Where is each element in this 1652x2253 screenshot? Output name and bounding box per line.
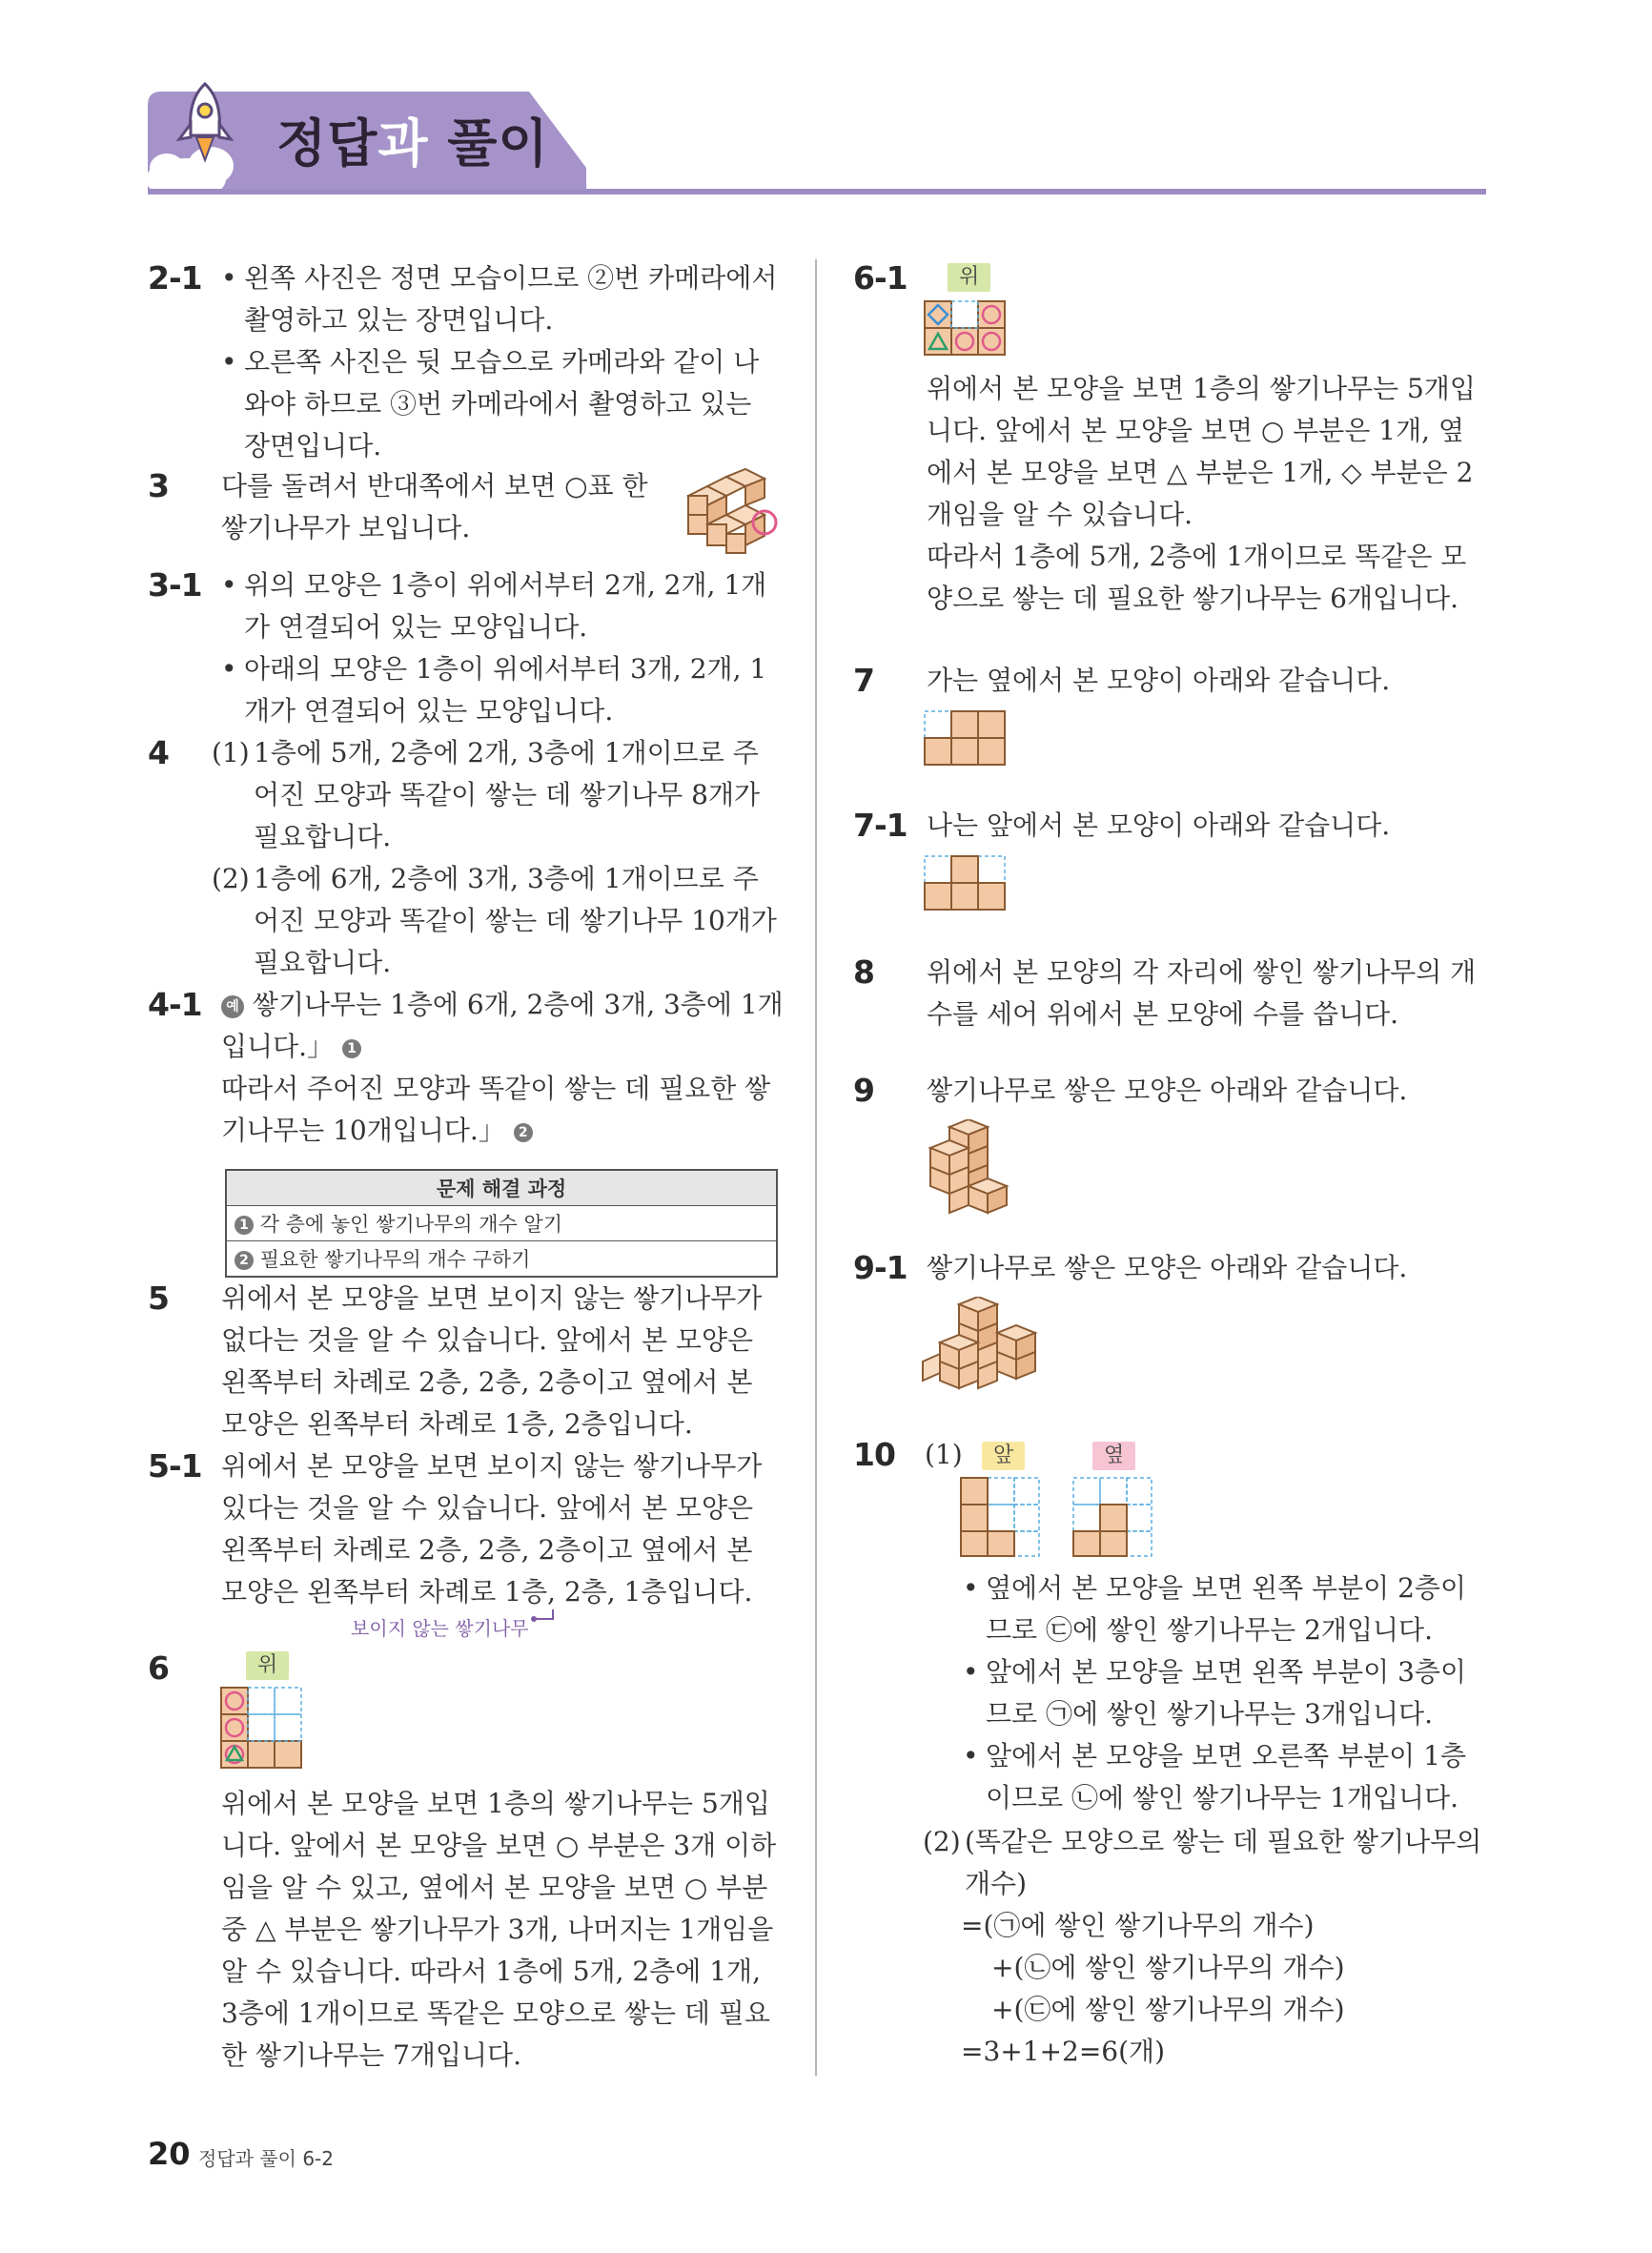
sub-number: (2) — [923, 1826, 961, 1857]
calc-line: (똑같은 모양으로 쌓는 데 필요한 쌓기나무의 개수) — [965, 1826, 1482, 1899]
problem-6-answer: 위에서 본 모양을 보면 1층의 쌓기나무는 5개입니다. 앞에서 본 모양을 보면 ○ 부분은 3개 이하임을 알 수 있고, 옆에서 본 모양을 보면 ○ 부분 중 △ 부분은 쌓기나무가 3개, 나머지는 1개임을 알 수 있습니다. 따라서 1층에 5개, 2층에 1개, 3층에 1개이므로 똑같은 모양으로 쌓는 데 필요한 쌓기나무는 7개입니다. — [221, 1788, 777, 2071]
process-title: 문제 해결 과정 — [226, 1170, 777, 1206]
callout-arrow — [530, 1608, 559, 1630]
problem-number: 9-1 — [853, 1249, 908, 1286]
side-view-grid — [1071, 1476, 1153, 1558]
problem-number: 4 — [148, 734, 169, 771]
problem-4-answer — [212, 732, 784, 984]
problem-3-1-answer: • 위의 모양은 1층이 위에서부터 2개, 2개, 1개가 연결되어 있는 모양입니다. • 아래의 모양은 1층이 위에서부터 3개, 2개, 1개가 연결되어 있는 모양입니다. — [221, 564, 784, 732]
view-tag-side: 옆 — [1092, 1442, 1135, 1470]
block-stack-figure — [679, 467, 789, 559]
calc-line: =3+1+2=6(개) — [961, 2036, 1165, 2067]
hidden-block-callout: 보이지 않는 쌓기나무 — [351, 1617, 529, 1640]
problem-8-answer: 위에서 본 모양의 각 자리에 쌓인 쌓기나무의 개수를 세어 위에서 본 모양에 수를 씁니다. — [927, 956, 1477, 1030]
view-tag-top: 위 — [246, 1651, 289, 1680]
process-step-text: 필요한 쌓기나무의 개수 구하기 — [259, 1248, 531, 1271]
header-rule — [148, 189, 1486, 195]
step-marker: 1 — [342, 1039, 361, 1058]
footer-label: 정답과 풀이 6-2 — [198, 2147, 334, 2170]
problem-9-answer: 쌓기나무로 쌓은 모양은 아래와 같습니다. — [927, 1075, 1408, 1106]
problem-number: 8 — [853, 953, 874, 991]
title-accent: 과 — [377, 113, 429, 174]
answer-line: 쌓기나무는 1층에 6개, 2층에 3개, 3층에 1개입니다.」 — [221, 989, 784, 1062]
problem-number: 2-1 — [148, 259, 202, 297]
step-marker: 2 — [235, 1251, 254, 1270]
step-marker: 1 — [235, 1216, 254, 1235]
title-main: 정답 — [276, 113, 378, 174]
problem-number: 3-1 — [148, 566, 202, 604]
problem-7-1-answer: 나는 앞에서 본 모양이 아래와 같습니다. — [927, 809, 1391, 841]
answer-bullet: 아래의 모양은 1층이 위에서부터 3개, 2개, 1개가 연결되어 있는 모양입니다. — [244, 653, 767, 727]
page-title — [276, 103, 549, 176]
answer-bullet: 위의 모양은 1층이 위에서부터 2개, 2개, 1개가 연결되어 있는 모양입니다. — [244, 569, 767, 643]
block-stack-figure — [921, 1297, 1041, 1394]
problem-number: 10 — [853, 1436, 895, 1473]
front-view-grid — [923, 854, 1007, 911]
problem-3-answer: 다를 돌려서 반대쪽에서 보면 ○표 한 쌓기나무가 보입니다. — [221, 470, 648, 543]
answer-bullet: 옆에서 본 모양을 보면 왼쪽 부분이 2층이므로 ㉢에 쌓인 쌓기나무는 2개입니다. — [986, 1572, 1466, 1646]
problem-number: 5-1 — [148, 1447, 202, 1485]
problem-number: 7 — [853, 662, 874, 699]
answer-bullet: 앞에서 본 모양을 보면 왼쪽 부분이 3층이므로 ㉠에 쌓인 쌓기나무는 3개입니다. — [986, 1656, 1466, 1730]
view-tag-front: 앞 — [982, 1442, 1025, 1470]
sub-number: (1) — [925, 1439, 963, 1470]
view-tag-top: 위 — [948, 263, 990, 292]
problem-number: 7-1 — [853, 807, 908, 844]
answer-bullet: 오른쪽 사진은 뒷 모습으로 카메라와 같이 나와야 하므로 ③번 카메라에서 촬영하고 있는 장면입니다. — [244, 346, 760, 461]
answer-line: 따라서 주어진 모양과 똑같이 쌓는 데 필요한 쌓기나무는 10개입니다.」 — [221, 1073, 771, 1146]
problem-number: 6-1 — [853, 259, 908, 297]
column-divider — [815, 259, 817, 2076]
problem-2-1-answer: • 왼쪽 사진은 정면 모습이므로 ②번 카메라에서 촬영하고 있는 장면입니다. • 오른쪽 사진은 뒷 모습으로 카메라와 같이 나와야 하므로 ③번 카메라에서 촬영하고 있는 장면입니다. — [221, 257, 784, 467]
problem-number: 6 — [148, 1649, 169, 1687]
title-end: 풀이 — [428, 113, 549, 174]
process-table — [225, 1169, 778, 1278]
example-mark: 예 — [221, 995, 244, 1018]
problem-5-answer: 위에서 본 모양을 보면 보이지 않는 쌓기나무가 없다는 것을 알 수 있습니다. 앞에서 본 모양은 왼쪽부터 차례로 2층, 2층, 2층이고 옆에서 본 모양은 왼쪽부터 차례로 1층, 2층입니다. — [221, 1282, 763, 1440]
process-step — [226, 1206, 777, 1241]
problem-5-1-answer: 위에서 본 모양을 보면 보이지 않는 쌓기나무가 있다는 것을 알 수 있습니다. 앞에서 본 모양은 왼쪽부터 차례로 2층, 2층, 2층이고 옆에서 본 모양은 왼쪽부터 차례로 1층, 2층, 1층입니다. — [221, 1450, 763, 1608]
sub-answer: 1층에 5개, 2층에 2개, 3층에 1개이므로 주어진 모양과 똑같이 쌓는 데 쌓기나무 8개가 필요합니다. — [254, 737, 761, 852]
process-step — [226, 1241, 777, 1278]
top-view-grid — [923, 299, 1007, 357]
calc-line: +(㉡에 쌓인 쌓기나무의 개수) — [991, 1952, 1345, 1983]
block-stack-figure — [921, 1119, 1026, 1215]
top-view-grid — [219, 1686, 303, 1770]
problem-4-1-answer — [221, 984, 784, 1152]
calc-line: +(㉢에 쌓인 쌓기나무의 개수) — [991, 1994, 1345, 2025]
problem-7-answer: 가는 옆에서 본 모양이 아래와 같습니다. — [927, 665, 1391, 696]
problem-9-1-answer: 쌓기나무로 쌓은 모양은 아래와 같습니다. — [927, 1252, 1408, 1283]
page-number: 20 — [148, 2136, 191, 2172]
front-view-grid — [959, 1476, 1041, 1558]
answer-bullet: 앞에서 본 모양을 보면 오른쪽 부분이 1층이므로 ㉡에 쌓인 쌓기나무는 1개입니다. — [986, 1740, 1466, 1813]
rocket-icon — [173, 80, 236, 168]
answer-line: 위에서 본 모양을 보면 1층의 쌓기나무는 5개입니다. 앞에서 본 모양을 보면 ○ 부분은 1개, 옆에서 본 모양을 보면 △ 부분은 1개, ◇ 부분은 2개임을 알 수 있습니다. — [927, 373, 1476, 530]
problem-number: 9 — [853, 1072, 874, 1109]
answer-bullet: 왼쪽 사진은 정면 모습이므로 ②번 카메라에서 촬영하고 있는 장면입니다. — [244, 262, 778, 336]
sub-number: (2) — [212, 863, 250, 894]
problem-10-part2-answer — [923, 1821, 1489, 2073]
side-view-grid — [923, 709, 1007, 767]
sub-number: (1) — [212, 737, 250, 768]
problem-number: 4-1 — [148, 986, 202, 1023]
calc-line: =(㉠에 쌓인 쌓기나무의 개수) — [961, 1910, 1315, 1941]
problem-6-1-answer — [927, 368, 1489, 620]
problem-10-part1-answer: • 옆에서 본 모양을 보면 왼쪽 부분이 2층이므로 ㉢에 쌓인 쌓기나무는 2개입니다. • 앞에서 본 모양을 보면 왼쪽 부분이 3층이므로 ㉠에 쌓인 쌓기나무는 3개입니다. • 앞에서 본 모양을 보면 오른쪽 부분이 1층이므로 ㉡에 쌓인 쌓기나무는 1개입니다. — [963, 1567, 1489, 1819]
step-marker: 2 — [514, 1123, 533, 1142]
problem-number: 5 — [148, 1280, 169, 1317]
problem-number: 3 — [148, 467, 169, 504]
sub-answer: 1층에 6개, 2층에 3개, 3층에 1개이므로 주어진 모양과 똑같이 쌓는 데 쌓기나무 10개가 필요합니다. — [254, 863, 777, 978]
process-step-text: 각 층에 놓인 쌓기나무의 개수 알기 — [259, 1213, 563, 1236]
answer-line: 따라서 1층에 5개, 2층에 1개이므로 똑같은 모양으로 쌓는 데 필요한 쌓기나무는 6개입니다. — [927, 541, 1467, 614]
